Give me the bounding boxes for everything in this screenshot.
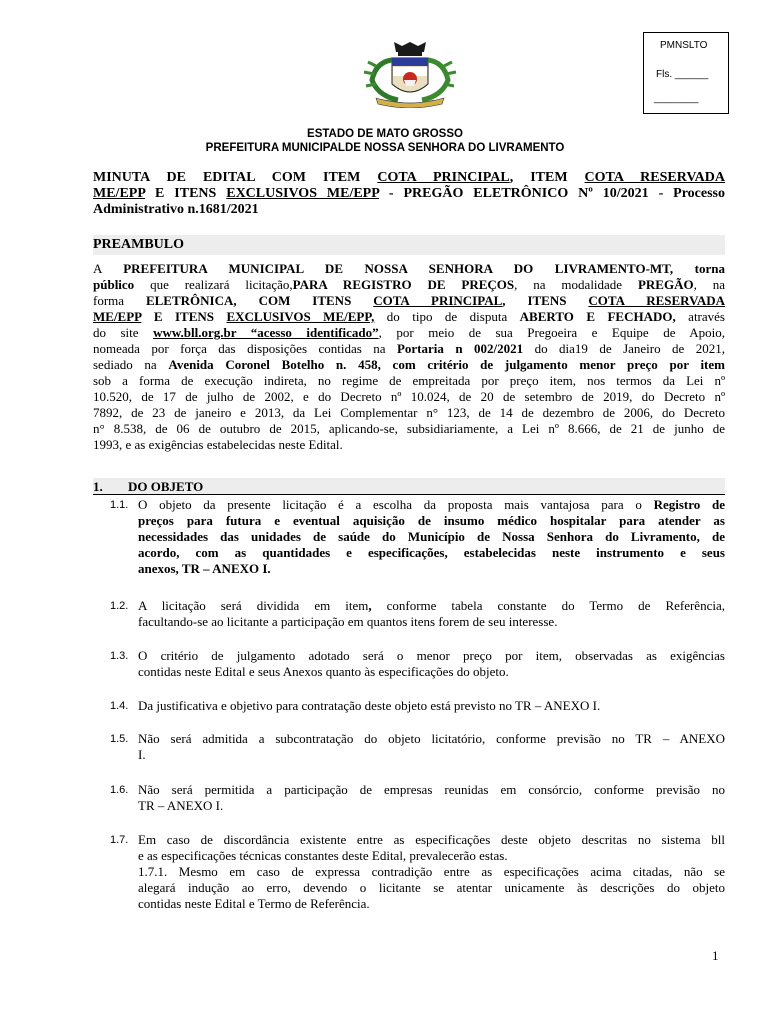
section-1-number: 1.	[93, 479, 103, 494]
bll-site-link[interactable]: www.bll.org.br “acesso identificado”	[153, 325, 379, 340]
header-prefeitura: PREFEITURA MUNICIPALDE NOSSA SENHORA DO LIVRAMENTO	[205, 142, 565, 154]
item-1-7-text: Em caso de discordância existente entre as especificações deste objeto descritas no sistema bll e as especificações técnicas constantes deste Edital, prevalecerão estas. 1.7.1. Mesmo em caso de expressa contradição entre as especificações acima citadas, não se alegará indução ao erro, devendo o licitante se atentar unicamente às descrições do objeto contidas neste Edital e Termo de Referência.	[138, 832, 725, 911]
item-1-6-text: Não será permitida a participação de empresas reunidas em consórcio, conforme previsão no TR – ANEXO I.	[138, 782, 725, 813]
item-1-1-text: O objeto da presente licitação é a escolha da proposta mais vantajosa para o Registro de preços para futura e eventual aquisição de insumo médico hospitalar para atender as necessidades das unidades de saúde do Município de Nossa Senhora do Livramento, de acordo, com as quantidades e especificações, estabelecidas neste instrumento e seus anexos, TR – ANEXO I.	[138, 497, 725, 576]
preamble-text: A PREFEITURA MUNICIPAL DE NOSSA SENHORA DO LIVRAMENTO-MT, torna público que realizará licitação,PARA REGISTRO DE PREÇOS, na modalidade PREGÃO, na forma ELETRÔNICA, COM ITENS COTA PRINCIPAL, ITENS COTA RESERVADA ME/EPP E ITENS EXCLUSIVOS ME/EPP, do tipo de disputa ABERTO E FECHADO, através do site www.bll.org.br “acesso identificado”, por meio de sua Pregoeira e Equipe de Apoio, nomeada por força das disposições contidas na Portaria n 002/2021 do dia19 de Janeiro de 2021, sediado na Avenida Coronel Botelho n. 458, com critério de julgamento menor preço por item sob a forma de execução indireta, no regime de empreitada por preço item, nos termos da Lei nº 10.520, de 17 de julho de 2002, e do Decreto nº 10.024, de 20 de setembro de 2019, do Decreto nº 7892, de 23 de janeiro e 2013, da Lei Complementar n° 123, de 14 de dezembro de 2006, do Decreto n° 8.538, de 06 de outubro de 2015, aplicando-se, subsidiariamente, a Lei nº 8.666, de 21 de junho de 1993, e as exigências estabelecidas neste Edital.	[93, 261, 726, 452]
item-1-4-number: 1.4.	[110, 700, 129, 712]
protocol-stamp-box	[643, 32, 729, 114]
title-line-1: MINUTA DE EDITAL COM ITEM COTA PRINCIPAL, ITEM COTA RESERVADA	[93, 170, 726, 185]
item-1-3-number: 1.3.	[110, 650, 129, 662]
item-1-4-text: Da justificativa e objetivo para contratação deste objeto está previsto no TR – ANEXO I.	[138, 698, 601, 713]
header-state: ESTADO DE MATO GROSSO	[307, 128, 463, 140]
item-1-5-text: Não será admitida a subcontratação do objeto licitatório, conforme previsão no TR – ANEXO I.	[138, 731, 725, 762]
page-number: 1	[712, 948, 719, 963]
title-line-3: Administrativo n.1681/2021	[93, 202, 259, 217]
stamp-page-field: Fls. ______	[656, 69, 709, 80]
item-1-1-number: 1.1.	[110, 499, 129, 511]
item-1-2-number: 1.2.	[110, 600, 129, 612]
stamp-code: PMNSLTO	[660, 40, 708, 51]
item-1-6-number: 1.6.	[110, 784, 129, 796]
section-1-heading: DO OBJETO	[128, 479, 204, 494]
item-1-3-text: O critério de julgamento adotado será o menor preço por item, observadas as exigências contidas neste Edital e seus Anexos quanto às especificações do objeto.	[138, 648, 725, 679]
stamp-signature-line: ________	[654, 93, 699, 104]
document-title	[93, 170, 725, 218]
preamble-heading: PREAMBULO	[93, 237, 184, 252]
item-1-7-number: 1.7.	[110, 834, 129, 846]
municipal-crest-icon	[358, 40, 462, 108]
item-1-5-number: 1.5.	[110, 733, 129, 745]
item-1-2-text: A licitação será dividida em item, conforme tabela constante do Termo de Referência, facultando-se ao licitante a participação em quantos itens forem de seu interesse.	[138, 598, 725, 629]
title-line-2: ME/EPP E ITENS EXCLUSIVOS ME/EPP - PREGÃO ELETRÔNICO Nº 10/2021 - Processo	[93, 186, 726, 201]
